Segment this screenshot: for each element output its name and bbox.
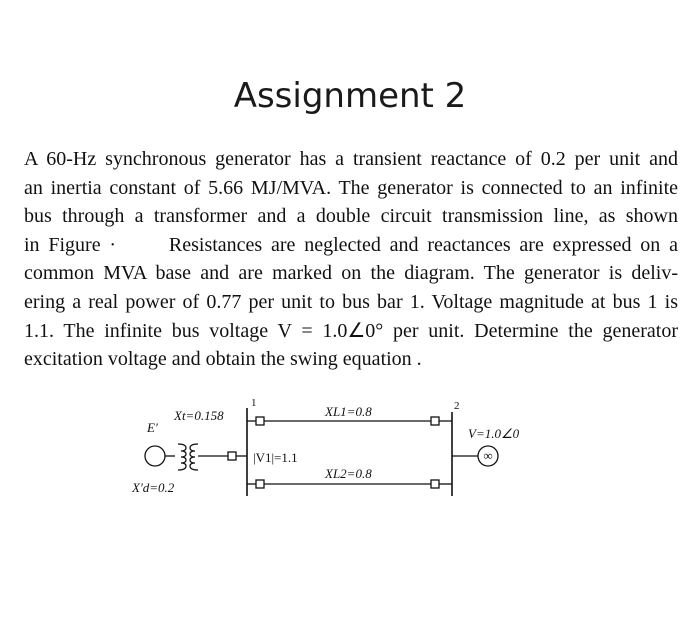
problem-line: excitation voltage and obtain the swing equation .: [24, 348, 422, 371]
problem-line: 1.1. The infinite bus voltage V = 1.0∠0° per unit. Determine the generator: [24, 319, 678, 342]
problem-line: common MVA base and are marked on the diagram. The generator is deliv-: [24, 262, 678, 285]
generator-emf-label: E′: [147, 420, 158, 435]
breaker: [431, 417, 439, 425]
page-title: Assignment 2: [233, 76, 467, 116]
transformer-reactance-label: Xt=0.158: [174, 408, 224, 423]
generator-symbol: [145, 446, 165, 466]
problem-line: ering a real power of 0.77 per unit to bus bar 1. Voltage magnitude at bus 1 is: [24, 290, 678, 313]
infinite-bus-voltage-label: V=1.0∠0: [468, 426, 520, 441]
breaker: [256, 480, 264, 488]
infinity-glyph: ∞: [483, 448, 493, 463]
breaker: [256, 417, 264, 425]
generator-reactance-label: X′d=0.2: [132, 480, 175, 495]
line-1-reactance-label: XL1=0.8: [325, 404, 372, 419]
breaker: [431, 480, 439, 488]
problem-line: in Figure · Resistances are neglected and reactances are expressed on a: [24, 233, 678, 256]
problem-line: bus through a transformer and a double circuit transmission line, as shown: [24, 205, 678, 228]
bus-1-number: 1: [251, 397, 257, 409]
one-line-diagram: [0, 390, 700, 510]
bus-2-number: 2: [454, 400, 460, 412]
bus-1-voltage-label: |V1|=1.1: [253, 450, 298, 465]
transformer-primary-coil: [178, 444, 186, 470]
line-2-reactance-label: XL2=0.8: [325, 466, 372, 481]
problem-statement: [24, 145, 678, 374]
breaker: [228, 452, 236, 460]
problem-line: an inertia constant of 5.66 MJ/MVA. The generator is connected to an infinite: [24, 176, 678, 199]
transformer-secondary-coil: [190, 444, 198, 470]
problem-line: A 60-Hz synchronous generator has a transient reactance of 0.2 per unit and: [24, 148, 678, 170]
